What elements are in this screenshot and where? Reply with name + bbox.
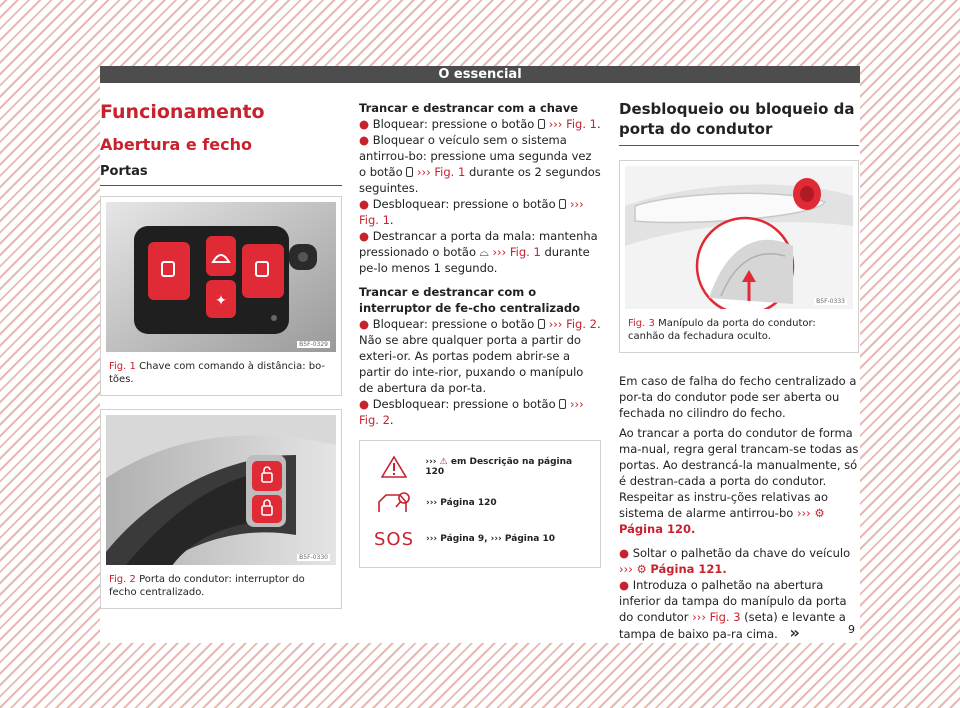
- ref-environment: [368, 485, 592, 521]
- link-fig3[interactable]: ››› Fig. 3: [692, 610, 741, 624]
- car-tool-icon: ⚙: [636, 562, 647, 576]
- link-page-121[interactable]: Página 121.: [650, 562, 727, 576]
- ref-sos: [368, 521, 592, 557]
- svg-text:✦: ✦: [215, 293, 227, 309]
- heading-main: Funcionamento: [100, 101, 265, 123]
- bullet-lock: ● Bloquear: pressione o botão ››› Fig. 1.: [359, 117, 601, 131]
- bullet-lock-no-alarm: ● Bloquear o veículo sem o sistema antirrou-bo: pressione uma segunda vez o botão ››› Fig. 1 durante os 2 segundos seguintes.: [359, 133, 601, 195]
- figure-3-label: Fig. 3: [628, 318, 655, 329]
- figure-1-label: Fig. 1: [109, 361, 136, 372]
- bullet-unlock: ● Desbloquear: pressione o botão ››› Fig. 1.: [359, 197, 584, 227]
- sos-icon: SOS: [373, 528, 415, 550]
- figure-3-code: B5F-0333: [816, 298, 845, 305]
- figure-2-caption: [106, 573, 336, 603]
- figure-3-caption: [625, 317, 853, 347]
- link-fig2[interactable]: Fig. 2: [566, 317, 597, 331]
- ref-warning: ››› ⚠ em Descrição na página 120: [368, 449, 592, 485]
- lock-key-icon: [538, 119, 545, 129]
- lock-key-icon: [406, 167, 413, 177]
- figure-1-text: Chave com comando à distância: bo-tões.: [109, 361, 326, 385]
- reference-box: [359, 440, 601, 568]
- column-2: [359, 83, 601, 568]
- heading-portas: Portas: [100, 164, 342, 186]
- bullet-insert-key: ● Introduza o palhetão na abertura inferior da tampa do manípulo da porta do condutor ››› Fig. 3 (seta) e levante a tampa de baixo pa-ra cima. »: [619, 578, 847, 642]
- link-ref-120[interactable]: ››› Página 120: [426, 498, 497, 508]
- warning-small-icon: ⚠: [439, 457, 448, 467]
- page-number: 9: [848, 623, 855, 636]
- heading-sub: Abertura e fecho: [100, 135, 252, 154]
- trunk-icon: ⌓: [479, 245, 489, 259]
- figure-3-image: [625, 166, 853, 309]
- figure-1-image: [106, 202, 336, 352]
- paragraph-failure: Em caso de falha do fecho centralizado a por-ta do condutor pode ser aberta ou fechada no cilindro do fecho.: [619, 374, 857, 420]
- link-fig2[interactable]: Fig. 2: [359, 413, 390, 427]
- figure-2-code: B5F-0330: [299, 554, 328, 561]
- figure-2: [100, 409, 342, 609]
- link-ref-9-10[interactable]: ››› Página 9, ››› Página 10: [426, 534, 555, 544]
- subsection-key-title: Trancar e destrancar com a chave: [359, 101, 579, 115]
- figure-1-code: B5F-0329: [299, 341, 328, 348]
- continue-mark: »: [789, 623, 800, 642]
- paragraph-doors: Não se abre qualquer porta a partir do exteri-or. As portas podem abrir-se a partir do inte-rior, puxando o manípulo de abertura da por-ta.: [359, 333, 584, 395]
- unlock-key-icon: [559, 399, 566, 409]
- lock-key-icon: [538, 319, 545, 329]
- car-tool-icon: ⚙: [814, 506, 825, 520]
- column-3: [619, 83, 859, 642]
- figure-2-image: [106, 415, 336, 565]
- bullet-switch-unlock: ● Desbloquear: pressione o botão ››› Fig. 2.: [359, 397, 584, 427]
- link-fig1[interactable]: Fig. 1: [434, 165, 466, 179]
- link-ref-120-warning[interactable]: em Descrição na página 120: [425, 457, 573, 477]
- figure-1: [100, 196, 342, 396]
- paragraph-manual-lock: Ao trancar a porta do condutor de forma ma-nual, regra geral trancam-se todas as portas. Ao destrancá-la manualmente, só é destran-cada a porta do condutor. Respeitar as instru-ções relativas ao sistema de alarme antirrou-bo ››› ⚙ Página 120.: [619, 426, 859, 536]
- subsection-switch-title: Trancar e destrancar com o interruptor de fe-cho centralizado: [359, 285, 580, 315]
- unlock-key-icon: [559, 199, 566, 209]
- figure-3: [619, 160, 859, 353]
- warning-triangle-icon: [368, 456, 419, 478]
- bullet-switch-lock: ● Bloquear: pressione o botão ››› Fig. 2.: [359, 317, 601, 331]
- link-page-120[interactable]: Página 120.: [619, 522, 696, 536]
- link-fig1[interactable]: Fig. 1: [359, 213, 390, 227]
- bullet-trunk: ● Destrancar a porta da mala: mantenha pressionado o botão ⌓ ››› Fig. 1 durante pe-lo menos 1 segundo.: [359, 229, 598, 275]
- figure-1-caption: [106, 360, 336, 390]
- figure-3-text: Manípulo da porta do condutor: canhão da fechadura oculto.: [628, 318, 816, 342]
- figure-2-text: Porta do condutor: interruptor do fecho centralizado.: [109, 574, 305, 598]
- section-title-driver-door: Desbloqueio ou bloqueio da porta do condutor: [619, 99, 859, 146]
- bullet-release-key: ● Soltar o palhetão da chave do veículo ››› ⚙ Página 121.: [619, 546, 851, 576]
- link-fig1[interactable]: Fig. 1: [566, 117, 597, 131]
- section-header-bar: O essencial: [100, 66, 860, 83]
- link-fig1[interactable]: Fig. 1: [509, 245, 541, 259]
- page-content: [100, 83, 860, 643]
- car-tool-icon: [368, 490, 420, 516]
- figure-2-label: Fig. 2: [109, 574, 136, 585]
- column-1: [100, 83, 342, 609]
